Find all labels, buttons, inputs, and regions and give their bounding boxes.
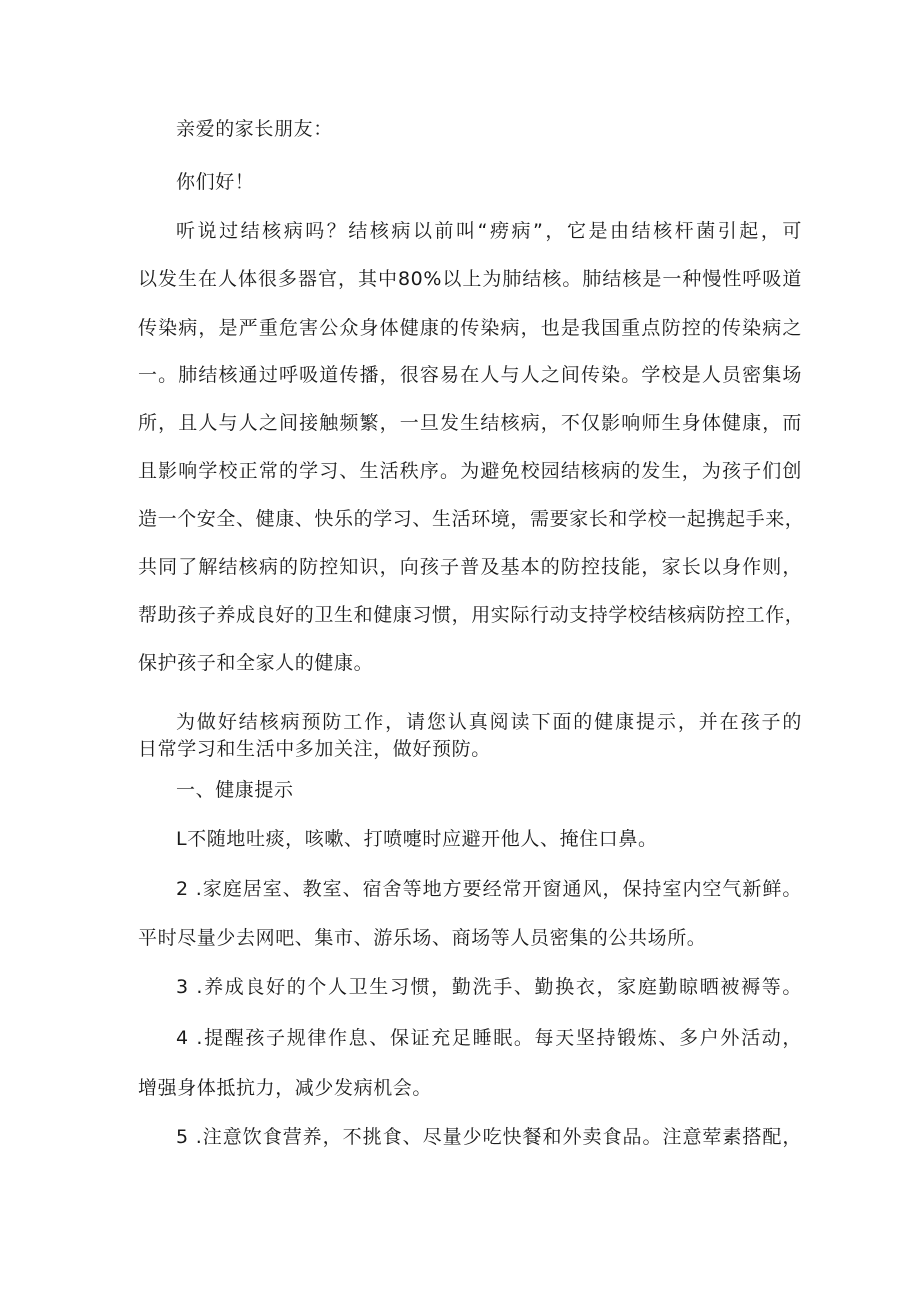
section-title: 一、健康提示 [176,779,294,801]
intro-line: 保护孩子和全家人的健康。 [138,652,374,674]
intro-line: 所，且人与人之间接触频繁，一旦发生结核病，不仅影响师生身体健康，而 [138,412,802,434]
tip-item: 4 .提醒孩子规律作息、保证充足睡眠。每天坚持锻炼、多户外活动， [176,1027,802,1049]
intro-line: 一。肺结核通过呼吸道传播，很容易在人与人之间传染。学校是人员密集场 [138,364,802,386]
intro-line: 以发生在人体很多器官，其中80%以上为肺结核。肺结核是一种慢性呼吸道 [138,268,802,290]
intro-line: 共同了解结核病的防控知识，向孩子普及基本的防控技能，家长以身作则， [138,556,802,578]
tip-item-continuation: 平时尽量少去网吧、集市、游乐场、商场等人员密集的公共场所。 [138,927,707,949]
tip-item: 3 .养成良好的个人卫生习惯，勤洗手、勤换衣，家庭勤晾晒被褥等。 [176,976,802,998]
intro-line: 且影响学校正常的学习、生活秩序。为避免校园结核病的发生，为孩子们创 [138,460,802,482]
tip-item: L不随地吐痰，咳嗽、打喷嚏时应避开他人、掩住口鼻。 [176,828,658,850]
intro-line: 传染病，是严重危害公众身体健康的传染病，也是我国重点防控的传染病之 [138,317,802,339]
salutation: 亲爱的家长朋友： [176,118,333,140]
tip-item-continuation: 增强身体抵抗力，减少发病机会。 [138,1077,433,1099]
tip-item: 2 .家庭居室、教室、宿舍等地方要经常开窗通风，保持室内空气新鲜。 [176,878,802,900]
intro-line: 听说过结核病吗？结核病以前叫“痨病”，它是由结核杆菌引起，可 [176,220,802,242]
request-line: 为做好结核病预防工作，请您认真阅读下面的健康提示，并在孩子的 [176,711,802,733]
tip-item: 5 .注意饮食营养，不挑食、尽量少吃快餐和外卖食品。注意荤素搭配， [176,1126,802,1148]
intro-line: 造一个安全、健康、快乐的学习、生活环境，需要家长和学校一起携起手来， [138,508,805,530]
request-line: 日常学习和生活中多加关注，做好预防。 [138,738,491,760]
greeting: 你们好！ [176,171,255,193]
intro-line: 帮助孩子养成良好的卫生和健康习惯，用实际行动支持学校结核病防控工作， [138,604,805,626]
